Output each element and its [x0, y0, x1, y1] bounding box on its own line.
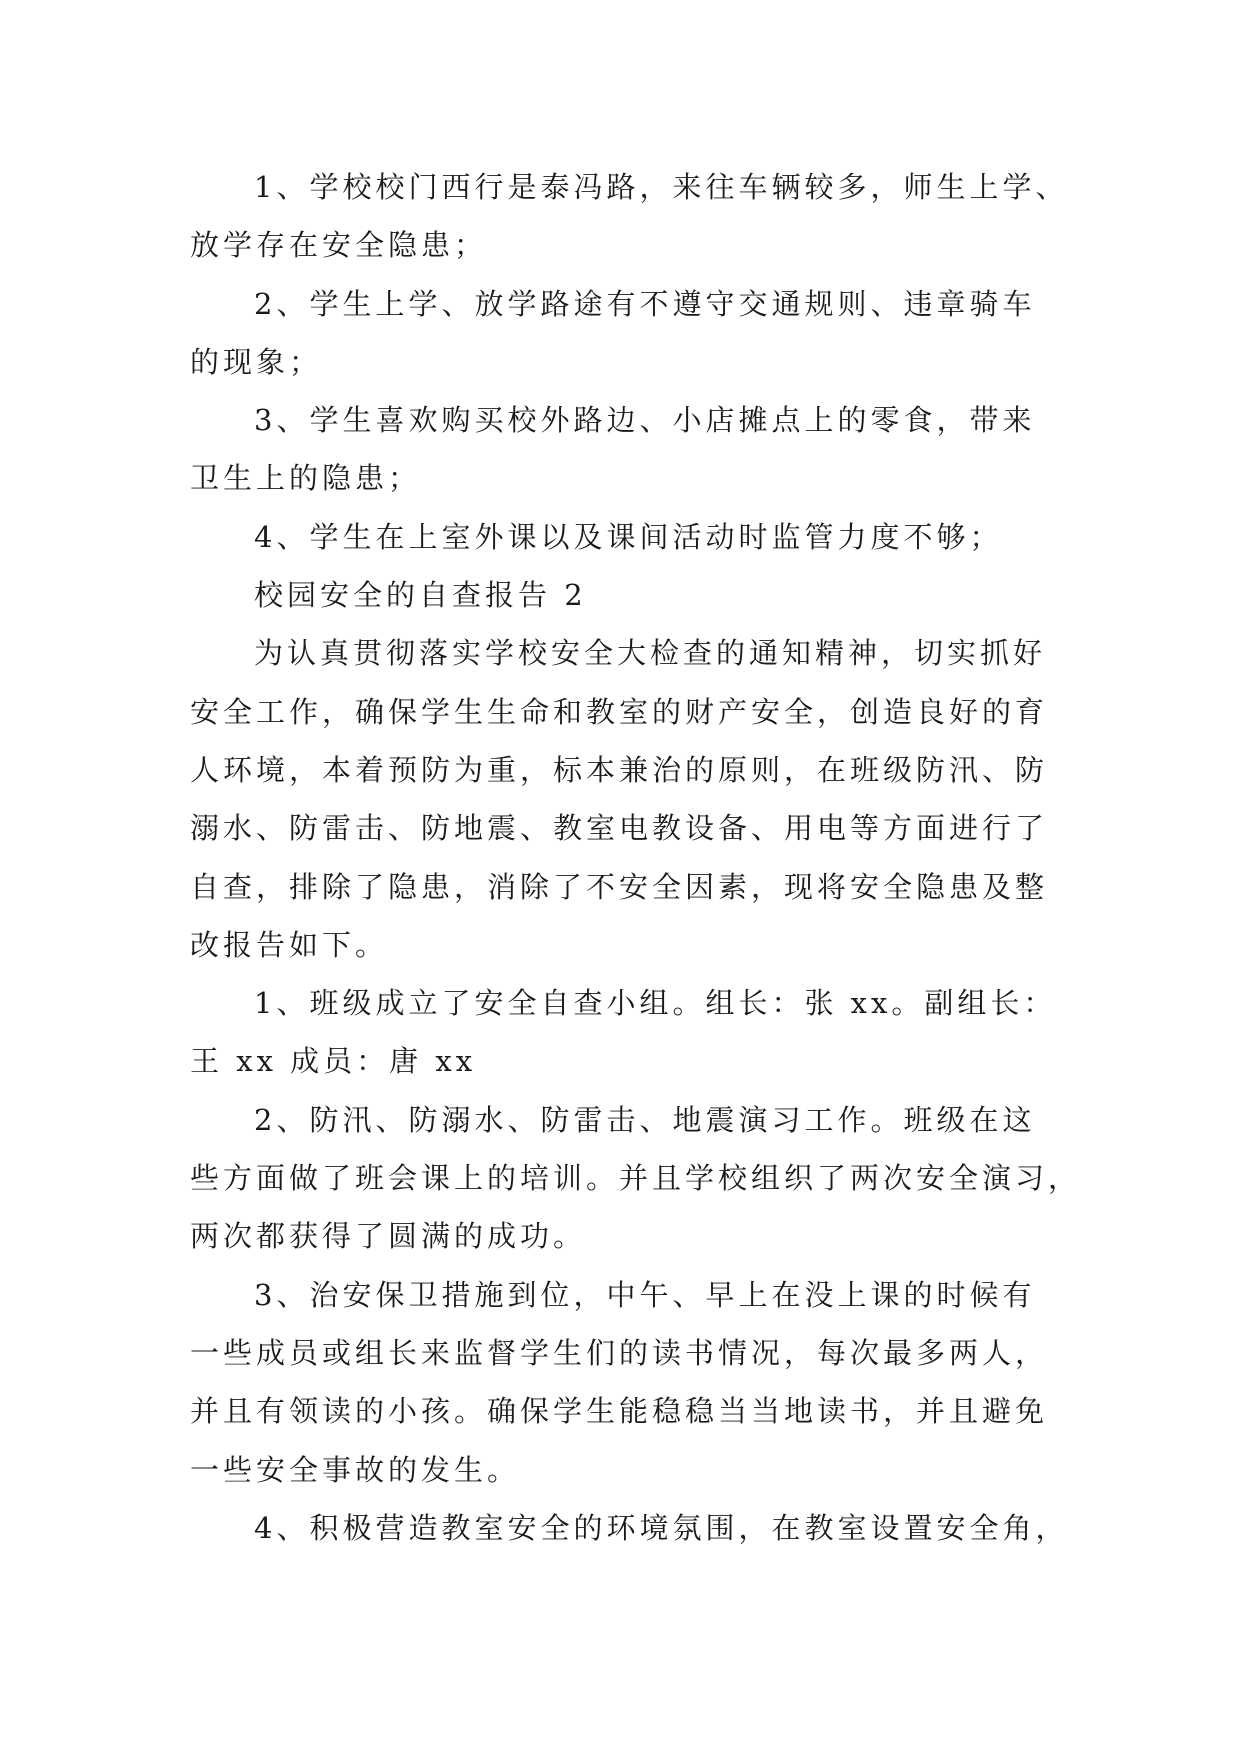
text-line-14: 改报告如下。 [190, 927, 389, 962]
text-line-9: 为认真贯彻落实学校安全大检查的通知精神，切实抓好 [254, 636, 1047, 671]
text-line-13: 自查，排除了隐患，消除了不安全因素，现将安全隐患及整 [190, 869, 1049, 904]
text-line-6: 卫生上的隐患； [190, 461, 422, 496]
text-line-24: 4、积极营造教室安全的环境氛围，在教室设置安全角， [254, 1510, 1069, 1545]
text-line-22: 并且有领读的小孩。确保学生能稳稳当当地读书，并且避免 [190, 1394, 1049, 1429]
text-line-15: 1、班级成立了安全自查小组。组长：张 xx。副组长： [254, 986, 1057, 1021]
text-line-12: 溺水、防雷击、防地震、教室电教设备、用电等方面进行了 [190, 811, 1049, 846]
text-line-23: 一些安全事故的发生。 [190, 1452, 521, 1487]
text-line-18: 些方面做了班会课上的培训。并且学校组织了两次安全演习， [190, 1161, 1082, 1196]
text-line-4: 的现象； [190, 344, 323, 379]
text-line-3: 2、学生上学、放学路途有不遵守交通规则、违章骑车 [254, 286, 1036, 321]
text-line-1: 1、学校校门西行是泰冯路，来往车辆较多，师生上学、 [254, 170, 1069, 204]
text-line-20: 3、治安保卫措施到位，中午、早上在没上课的时候有 [254, 1277, 1036, 1312]
text-line-2: 放学存在安全隐患； [190, 228, 488, 263]
text-line-10: 安全工作，确保学生生命和教室的财产安全，创造良好的育 [190, 694, 1049, 729]
text-line-7: 4、学生在上室外课以及课间活动时监管力度不够； [254, 519, 1003, 554]
section-heading: 校园安全的自查报告 2 [254, 578, 587, 613]
text-line-21: 一些成员或组长来监督学生们的读书情况，每次最多两人， [190, 1335, 1049, 1370]
text-line-5: 3、学生喜欢购买校外路边、小店摊点上的零食，带来 [254, 403, 1036, 438]
text-line-17: 2、防汛、防溺水、防雷击、地震演习工作。班级在这 [254, 1102, 1036, 1137]
text-line-16: 王 xx 成员：唐 xx [190, 1044, 477, 1079]
text-line-11: 人环境，本着预防为重，标本兼治的原则，在班级防汛、防 [190, 752, 1049, 787]
document-body [190, 158, 1082, 1557]
text-line-19: 两次都获得了圆满的成功。 [190, 1219, 587, 1254]
